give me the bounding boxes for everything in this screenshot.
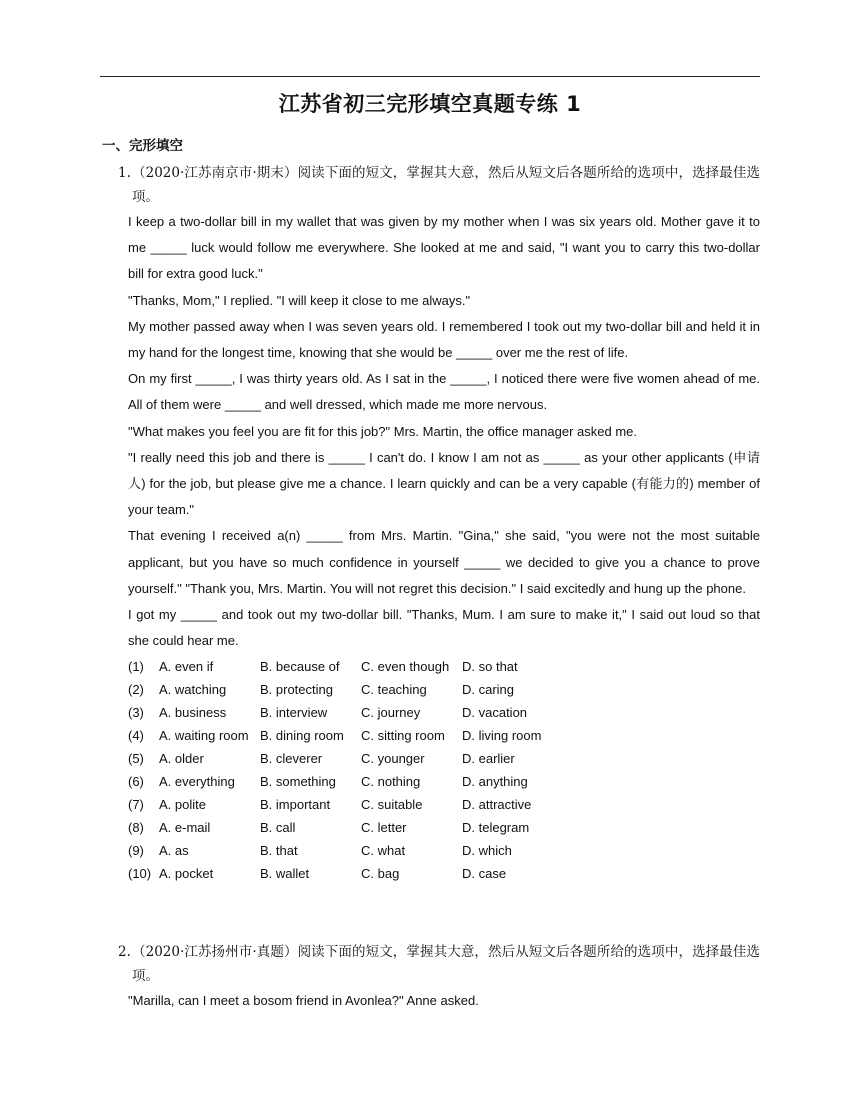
passage-paragraph: "I really need this job and there is _____ I can't do. I know I am not as _____ as your other applicants (申请人) for the job, but please give me a chance. I learn quickly and can be a very capable (有能力的) member of your team." (128, 449, 760, 518)
option-d: D. earlier (462, 751, 515, 767)
option-d: D. anything (462, 774, 528, 790)
option-a: A. watching (159, 682, 227, 698)
item-number: (7) (128, 797, 144, 813)
option-d: D. case (462, 866, 507, 882)
option-c: C. teaching (361, 682, 427, 698)
option-a: A. business (159, 705, 227, 721)
option-row (128, 701, 562, 724)
item-number: (2) (128, 682, 144, 698)
option-row (128, 655, 562, 678)
option-row (128, 816, 562, 839)
option-b: B. that (260, 843, 298, 859)
option-b: B. cleverer (260, 751, 323, 767)
question-number: 2. (118, 944, 131, 960)
option-a: A. waiting room (159, 728, 249, 744)
option-a: A. e-mail (159, 820, 211, 836)
option-row (128, 678, 562, 701)
question-instruction: （2020·江苏扬州市·真题）阅读下面的短文，掌握其大意，然后从短文后各题所给的选项中，选择最佳选项。 (132, 944, 760, 984)
options-table (128, 655, 562, 885)
option-d: D. vacation (462, 705, 528, 721)
section-heading: 一、完形填空 (102, 138, 183, 154)
option-d: D. caring (462, 682, 515, 698)
option-a: A. as (159, 843, 189, 859)
item-number: (3) (128, 705, 144, 721)
option-c: C. sitting room (361, 728, 445, 744)
item-number: (9) (128, 843, 144, 859)
option-c: C. suitable (361, 797, 423, 813)
option-d: D. so that (462, 659, 518, 675)
question-instruction: （2020·江苏南京市·期末）阅读下面的短文，掌握其大意，然后从短文后各题所给的选项中，选择最佳选项。 (132, 165, 760, 205)
option-d: D. telegram (462, 820, 530, 836)
option-c: C. letter (361, 820, 407, 836)
option-row (128, 839, 562, 862)
option-row (128, 862, 562, 885)
option-row (128, 724, 562, 747)
option-d: D. which (462, 843, 512, 859)
option-c: C. younger (361, 751, 425, 767)
option-b: B. because of (260, 659, 340, 675)
option-d: D. attractive (462, 797, 532, 813)
option-b: B. dining room (260, 728, 344, 744)
option-a: A. polite (159, 797, 206, 813)
passage-paragraph: "Marilla, can I meet a bosom friend in Avonlea?" Anne asked. (128, 993, 479, 1008)
option-row (128, 770, 562, 793)
passage-paragraph: That evening I received a(n) _____ from Mrs. Martin. "Gina," she said, "you were not the most suitable applicant, but you have so much confidence in yourself _____ we decided to give you a chance to prove yourself." "Thank you, Mrs. Martin. You will not regret this decision." I said excitedly and hung up the phone. (128, 528, 760, 596)
option-c: C. bag (361, 866, 400, 882)
option-b: B. protecting (260, 682, 333, 698)
passage-paragraph: "Thanks, Mom," I replied. "I will keep it close to me always." (128, 292, 471, 308)
option-b: B. important (260, 797, 331, 813)
item-number: (4) (128, 728, 144, 744)
question-number: 1. (118, 165, 131, 181)
item-number: (1) (128, 659, 144, 675)
option-b: B. call (260, 820, 296, 836)
passage-paragraph: I keep a two-dollar bill in my wallet that was given by my mother when I was six years old. Mother gave it to me _____ luck would follow me everywhere. She looked at me and said, "I want you to carry this two-dollar bill for extra good luck." (128, 214, 760, 282)
option-d: D. living room (462, 728, 542, 744)
option-a: A. older (159, 751, 204, 767)
item-number: (6) (128, 774, 144, 790)
option-a: A. even if (159, 659, 214, 675)
option-row (128, 793, 562, 816)
passage-paragraph: "What makes you feel you are fit for this job?" Mrs. Martin, the office manager asked me. (128, 423, 637, 439)
option-b: B. interview (260, 705, 328, 721)
passage-paragraph: My mother passed away when I was seven years old. I remembered I took out my two-dollar bill and held it in my hand for the longest time, knowing that she would be _____ over me the rest of life. (128, 318, 760, 361)
item-number: (8) (128, 820, 144, 836)
question-1 (118, 161, 760, 885)
option-a: A. everything (159, 774, 235, 790)
passage (128, 988, 760, 1014)
option-b: B. something (260, 774, 336, 790)
passage-paragraph: On my first _____, I was thirty years old. As I sat in the _____, I noticed there were five women ahead of me. All of them were _____ and well dressed, which made me more nervous. (128, 371, 760, 413)
option-a: A. pocket (159, 866, 214, 882)
option-c: C. even though (361, 659, 450, 675)
option-b: B. wallet (260, 866, 310, 882)
top-rule (100, 76, 760, 77)
question-2 (118, 940, 760, 1014)
item-number: (5) (128, 751, 144, 767)
page-title: 江苏省初三完形填空真题专练 1 (278, 92, 582, 116)
option-c: C. nothing (361, 774, 421, 790)
passage (128, 209, 760, 654)
passage-paragraph: I got my _____ and took out my two-dollar bill. "Thanks, Mum. I am sure to make it," I said out loud so that she could hear me. (128, 607, 760, 649)
option-row (128, 747, 562, 770)
option-c: C. journey (361, 705, 421, 721)
option-c: C. what (361, 843, 406, 859)
item-number: (10) (128, 866, 152, 882)
